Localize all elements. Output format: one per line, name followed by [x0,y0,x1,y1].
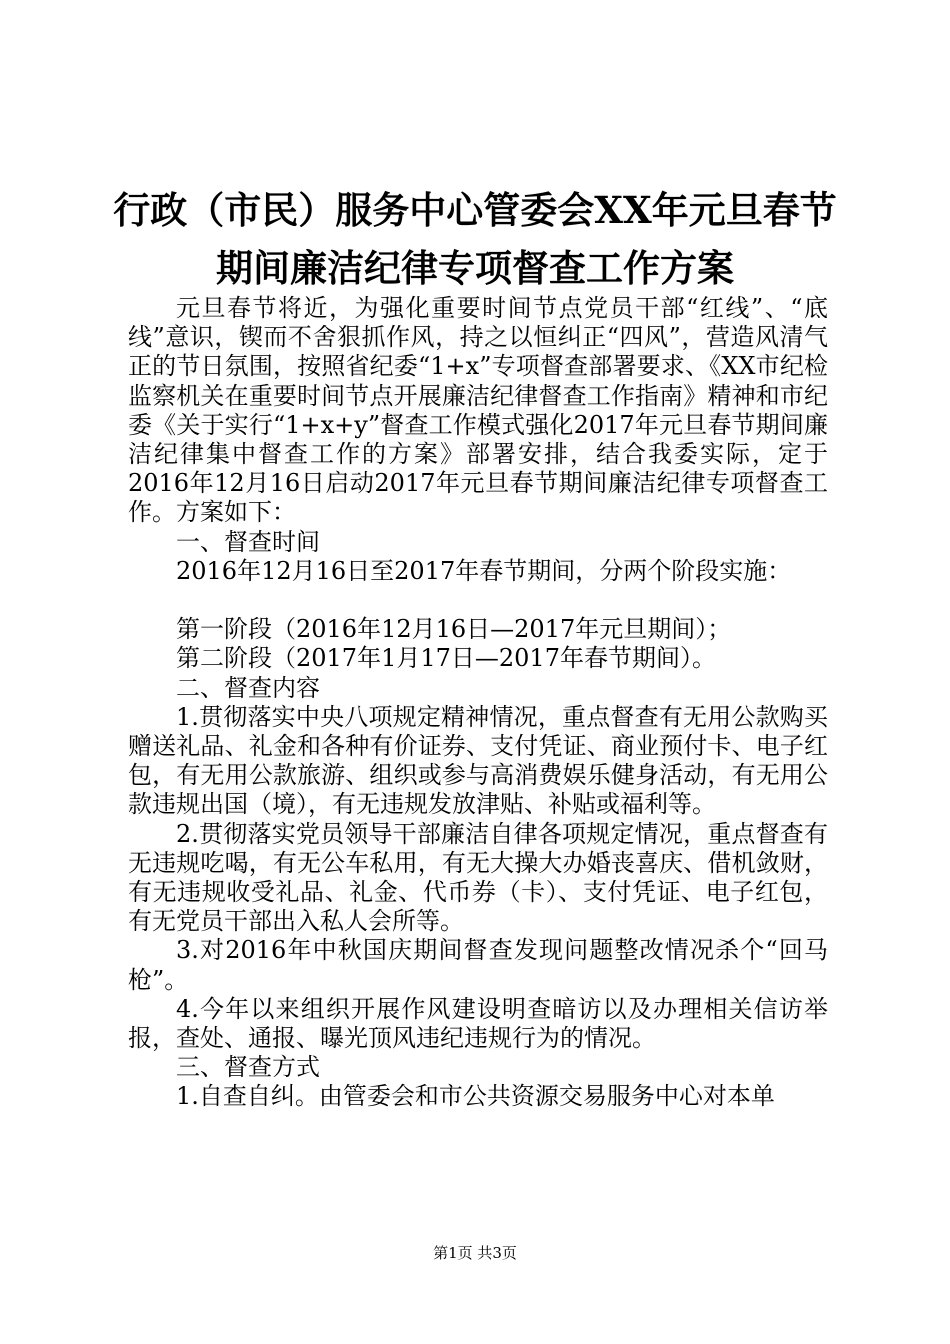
section-heading-method: 三、督查方式 [176,1053,320,1082]
page-footer: 第1页 共3页 [433,1244,517,1262]
time-range-paragraph: 2016年12月16日至2017年春节期间，分两个阶段实施： [176,556,792,585]
blank-line [128,586,828,615]
content-item-3: 3.对2016年中秋国庆期间督查发现问题整改情况杀个“回马枪”。 [128,936,828,994]
method-item-1: 1.自查自纠。由管委会和市公共资源交易服务中心对本单 [176,1082,775,1111]
section-heading-content: 二、督查内容 [176,673,320,702]
content-item-4: 4.今年以来组织开展作风建设明查暗访以及办理相关信访举报，查处、通报、曝光顶风违纪违规行为的情况。 [128,994,828,1053]
document-body [128,294,828,1112]
phase-two-paragraph: 第二阶段（2017年1月17日—2017年春节期间）。 [176,644,716,673]
document-title-line-2: 期间廉洁纪律专项督查工作方案 [216,246,734,290]
section-heading-time: 一、督查时间 [176,527,320,556]
document-title-line-1: 行政（市民）服务中心管委会XX年元旦春节 [113,188,837,232]
content-item-2: 2.贯彻落实党员领导干部廉洁自律各项规定情况，重点督查有无违规吃喝，有无公车私用，有无大操大办婚丧喜庆、借机敛财，有无违规收受礼品、礼金、代币券（卡）、支付凭证、电子红包，有无党员干部出入私人会所等。 [128,819,828,936]
intro-paragraph: 元旦春节将近，为强化重要时间节点党员干部“红线”、“底线”意识，锲而不舍狠抓作风，持之以恒纠正“四风”，营造风清气正的节日氛围，按照省纪委“1+x”专项督查部署要求、《XX市纪检监察机关在重要时间节点开展廉洁纪律督查工作指南》精神和市纪委《关于实行“1+x+y”督查工作模式强化2017年元旦春节期间廉洁纪律集中督查工作的方案》部署安排，结合我委实际，定于2016年12月16日启动2017年元旦春节期间廉洁纪律专项督查工作。方案如下： [128,294,828,527]
content-item-1: 1.贯彻落实中央八项规定精神情况，重点督查有无用公款购买赠送礼品、礼金和各种有价证券、支付凭证、商业预付卡、电子红包，有无用公款旅游、组织或参与高消费娱乐健身活动，有无用公款违规出国（境），有无违规发放津贴、补贴或福利等。 [128,702,828,819]
phase-one-paragraph: 第一阶段（2016年12月16日—2017年元旦期间）； [176,615,732,644]
